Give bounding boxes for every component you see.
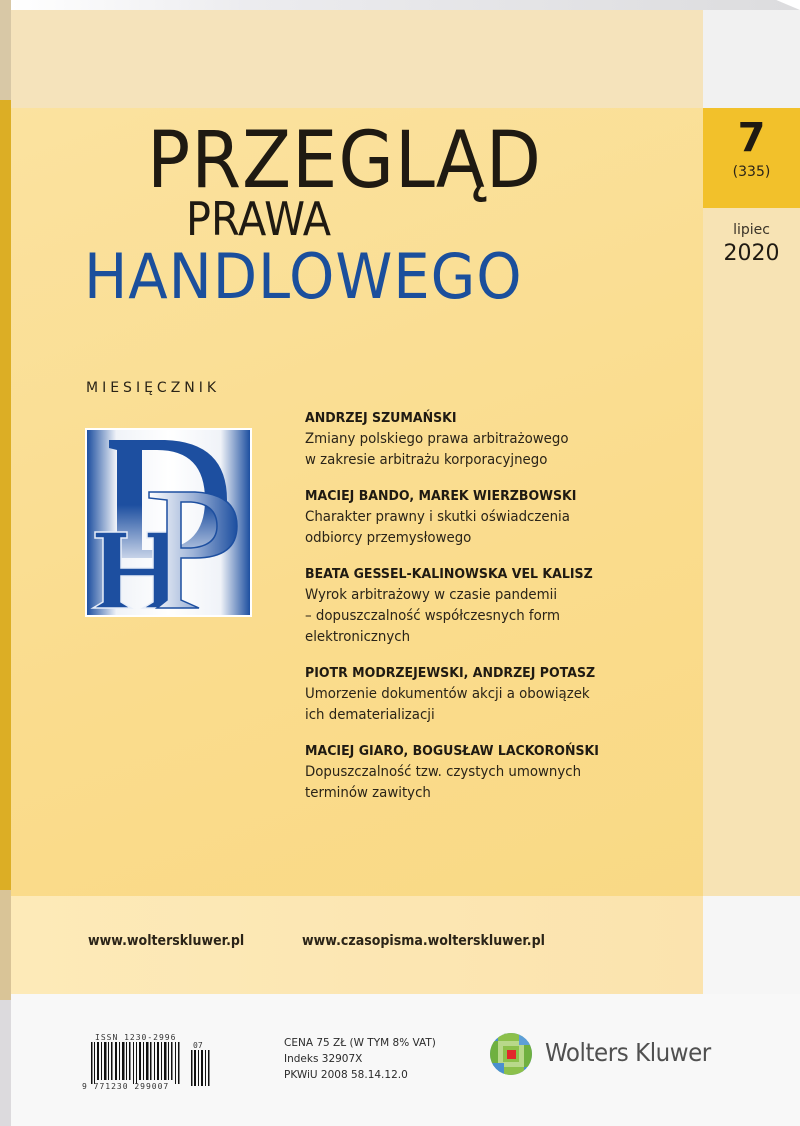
book-spine-edge (0, 0, 11, 1126)
article-item (305, 663, 665, 726)
urls-right-band (703, 896, 800, 994)
pkwiu-label: PKWiU 2008 58.14.12.0 (284, 1069, 408, 1081)
frequency-label: MIESIĘCZNIK (86, 380, 221, 396)
issn-label: ISSN 1230-2996 (95, 1033, 177, 1042)
article-item (305, 408, 665, 471)
article-item (305, 564, 665, 648)
article-author: PIOTR MODRZEJEWSKI, ANDRZEJ POTASZ (305, 665, 596, 681)
issue-number: 7 (737, 115, 766, 161)
article-title-line: Zmiany polskiego prawa arbitrażowego (305, 431, 569, 447)
article-title-line: elektronicznych (305, 629, 411, 645)
publisher-url[interactable]: www.wolterskluwer.pl (88, 933, 245, 949)
article-title-line: – dopuszczalność współczesnych form (305, 608, 561, 624)
article-title-line: ich dematerializacji (305, 707, 435, 723)
issue-year: 2020 (723, 241, 780, 266)
magazine-title-line3: HANDLOWEGO (84, 240, 523, 313)
article-title-line: Charakter prawny i skutki oświadczenia (305, 509, 570, 525)
price-label: CENA 75 ZŁ (W TYM 8% VAT) (284, 1037, 436, 1049)
date-column (703, 208, 800, 896)
article-author: MACIEJ GIARO, BOGUSŁAW LACKOROŃSKI (305, 743, 599, 759)
article-title-line: Wyrok arbitrażowy w czasie pandemii (305, 587, 558, 603)
top-band (11, 10, 703, 108)
article-author: ANDRZEJ SZUMAŃSKI (305, 410, 457, 426)
publisher-name: Wolters Kluwer (545, 1038, 711, 1067)
article-list (305, 408, 665, 819)
article-author: BEATA GESSEL-KALINOWSKA VEL KALISZ (305, 566, 593, 582)
article-item (305, 741, 665, 804)
barcode-digits: 9 771230 299007 (82, 1082, 170, 1091)
magazine-title-line1: PRZEGLĄD (147, 116, 542, 206)
magazine-title-line2: PRAWA (186, 192, 332, 246)
journals-url[interactable]: www.czasopisma.wolterskluwer.pl (302, 933, 545, 949)
issue-total-number: (335) (732, 164, 771, 180)
top-right-band (703, 10, 800, 108)
article-author: MACIEJ BANDO, MAREK WIERZBOWSKI (305, 488, 577, 504)
barcode-addon: 07 (193, 1041, 203, 1050)
book-top-edge (10, 0, 800, 10)
index-label: Indeks 32907X (284, 1053, 363, 1065)
article-title-line: w zakresie arbitrażu korporacyjnego (305, 452, 548, 468)
issue-month: lipiec (733, 222, 770, 238)
article-title-line: odbiorcy przemysłowego (305, 530, 472, 546)
price-info (284, 1035, 436, 1083)
pph-logo-icon (85, 428, 252, 617)
article-title-line: Umorzenie dokumentów akcji a obowiązek (305, 686, 590, 702)
article-title-line: Dopuszczalność tzw. czystych umownych (305, 764, 582, 780)
article-item (305, 486, 665, 549)
wolters-kluwer-logo-icon (490, 1033, 532, 1075)
article-title-line: terminów zawitych (305, 785, 431, 801)
